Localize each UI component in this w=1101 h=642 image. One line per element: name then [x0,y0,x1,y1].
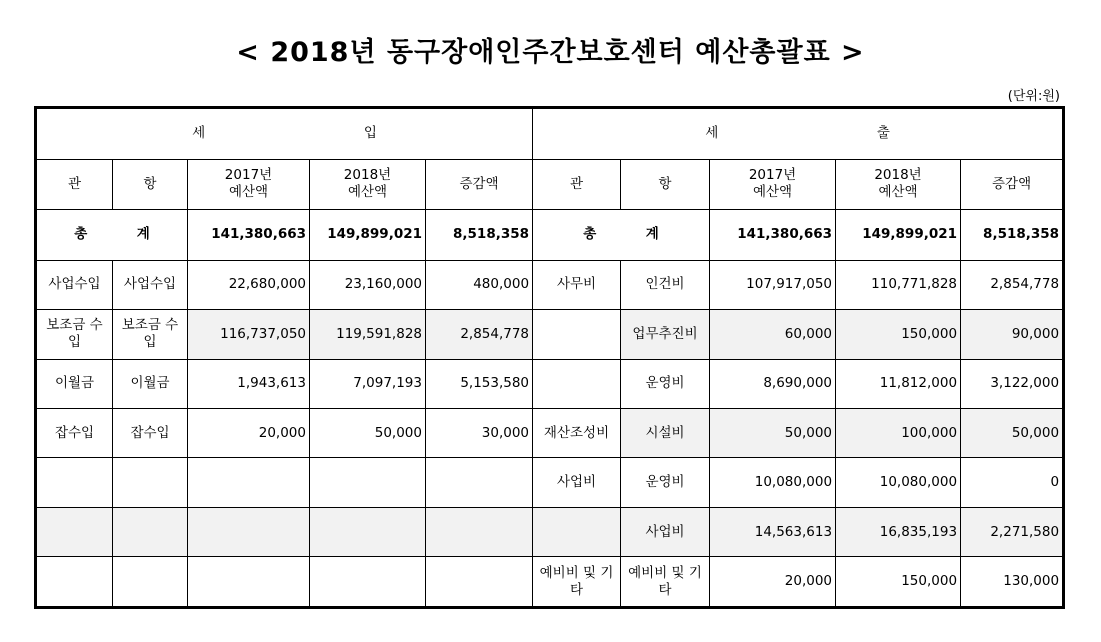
income-hang-cell [113,458,188,507]
expense-gwan-cell: 사무비 [533,260,621,309]
expense-2018-cell: 16,835,193 [836,507,961,556]
income-section-header [36,108,533,160]
income-diff-cell: 30,000 [426,408,533,457]
income-total-2018: 149,899,021 [310,210,426,261]
income-gwan-cell: 사업수입 [36,260,113,309]
expense-header-2018 [836,159,961,210]
income-2017-cell [188,458,310,507]
expense-diff-cell: 2,271,580 [961,507,1064,556]
income-2017-cell: 116,737,050 [188,310,310,359]
expense-diff-cell: 0 [961,458,1064,507]
income-gwan-cell [36,507,113,556]
income-diff-cell [426,557,533,608]
income-diff-cell: 480,000 [426,260,533,309]
budget-summary-table [34,106,1065,609]
expense-hang-cell: 운영비 [621,359,710,408]
expense-hang-cell: 업무추진비 [621,310,710,359]
table-row [36,359,1064,408]
income-gwan-cell [36,458,113,507]
expense-total-2017: 141,380,663 [710,210,836,261]
expense-2017-cell: 107,917,050 [710,260,836,309]
table-row [36,310,1064,359]
income-hang-cell: 잡수입 [113,408,188,457]
income-header-2017-label: 예산액 [228,184,269,201]
income-total-label [36,210,188,261]
expense-section-header [533,108,1064,160]
expense-diff-cell: 3,122,000 [961,359,1064,408]
expense-total-2018: 149,899,021 [836,210,961,261]
expense-diff-cell: 90,000 [961,310,1064,359]
expense-header-2018-year: 2018년 [874,167,922,184]
column-header-row [36,159,1064,210]
expense-total-diff: 8,518,358 [961,210,1064,261]
income-2017-cell [188,557,310,608]
income-total-label-a: 총 [74,226,88,243]
income-header-2017-year: 2017년 [224,167,273,184]
expense-2018-cell: 11,812,000 [836,359,961,408]
expense-2018-cell: 100,000 [836,408,961,457]
expense-2017-cell: 14,563,613 [710,507,836,556]
income-hang-cell [113,557,188,608]
expense-header-2017 [710,159,836,210]
income-gwan-cell [36,557,113,608]
income-hang-cell: 사업수입 [113,260,188,309]
expense-diff-cell: 130,000 [961,557,1064,608]
expense-header-2017-label: 예산액 [752,184,793,201]
unit-label: (단위:원) [1007,89,1060,104]
income-header-2017 [188,159,310,210]
expense-hang-cell: 인건비 [621,260,710,309]
expense-diff-cell: 2,854,778 [961,260,1064,309]
expense-header-hang: 항 [621,159,710,210]
income-2018-cell [310,458,426,507]
expense-gwan-cell [533,310,621,359]
expense-gwan-cell [533,507,621,556]
expense-header-2018-label: 예산액 [878,184,918,201]
expense-total-label-a: 총 [583,226,597,243]
expense-section-label-left: 세 [705,125,719,142]
table-row [36,408,1064,457]
expense-header-2017-year: 2017년 [748,167,797,184]
expense-header-gwan: 관 [533,159,621,210]
income-2018-cell: 50,000 [310,408,426,457]
income-diff-cell: 5,153,580 [426,359,533,408]
expense-gwan-cell: 재산조성비 [533,408,621,457]
expense-diff-cell: 50,000 [961,408,1064,457]
income-diff-cell: 2,854,778 [426,310,533,359]
expense-hang-cell: 사업비 [621,507,710,556]
expense-2018-cell: 150,000 [836,310,961,359]
expense-2018-cell: 10,080,000 [836,458,961,507]
page-title: < 2018년 동구장애인주간보호센터 예산총괄표 > [236,37,865,68]
expense-total-label-b: 계 [645,226,659,243]
expense-hang-cell: 예비비 및 기타 [621,557,710,608]
income-2018-cell: 119,591,828 [310,310,426,359]
table-row [36,458,1064,507]
income-2018-cell: 7,097,193 [310,359,426,408]
expense-gwan-cell: 사업비 [533,458,621,507]
expense-2018-cell: 110,771,828 [836,260,961,309]
expense-header-diff: 증감액 [961,159,1064,210]
income-2017-cell: 1,943,613 [188,359,310,408]
income-section-label-left: 세 [192,125,206,142]
income-2017-cell: 22,680,000 [188,260,310,309]
expense-2017-cell: 10,080,000 [710,458,836,507]
income-2018-cell: 23,160,000 [310,260,426,309]
income-hang-cell: 보조금 수입 [113,310,188,359]
income-header-gwan: 관 [36,159,113,210]
total-row [36,210,1064,261]
expense-section-label-right: 출 [876,125,890,142]
income-hang-cell: 이월금 [113,359,188,408]
table-row [36,507,1064,556]
income-header-2018 [310,159,426,210]
income-header-hang: 항 [113,159,188,210]
expense-2017-cell: 60,000 [710,310,836,359]
expense-2017-cell: 8,690,000 [710,359,836,408]
income-2017-cell [188,507,310,556]
income-gwan-cell: 이월금 [36,359,113,408]
expense-hang-cell: 운영비 [621,458,710,507]
income-2018-cell [310,507,426,556]
income-hang-cell [113,507,188,556]
expense-2017-cell: 20,000 [710,557,836,608]
expense-2018-cell: 150,000 [836,557,961,608]
expense-hang-cell: 시설비 [621,408,710,457]
table-row [36,557,1064,608]
income-2018-cell [310,557,426,608]
income-total-label-b: 계 [136,226,150,243]
income-section-label-right: 입 [363,125,377,142]
income-total-2017: 141,380,663 [188,210,310,261]
income-header-2018-label: 예산액 [347,184,388,201]
income-diff-cell [426,507,533,556]
table-row [36,260,1064,309]
income-gwan-cell: 잡수입 [36,408,113,457]
income-gwan-cell: 보조금 수입 [36,310,113,359]
section-header-row [36,108,1064,160]
income-2017-cell: 20,000 [188,408,310,457]
income-header-diff: 증감액 [426,159,533,210]
income-diff-cell [426,458,533,507]
income-total-diff: 8,518,358 [426,210,533,261]
income-header-2018-year: 2018년 [343,167,392,184]
expense-gwan-cell: 예비비 및 기타 [533,557,621,608]
expense-gwan-cell [533,359,621,408]
expense-2017-cell: 50,000 [710,408,836,457]
expense-total-label [533,210,710,261]
